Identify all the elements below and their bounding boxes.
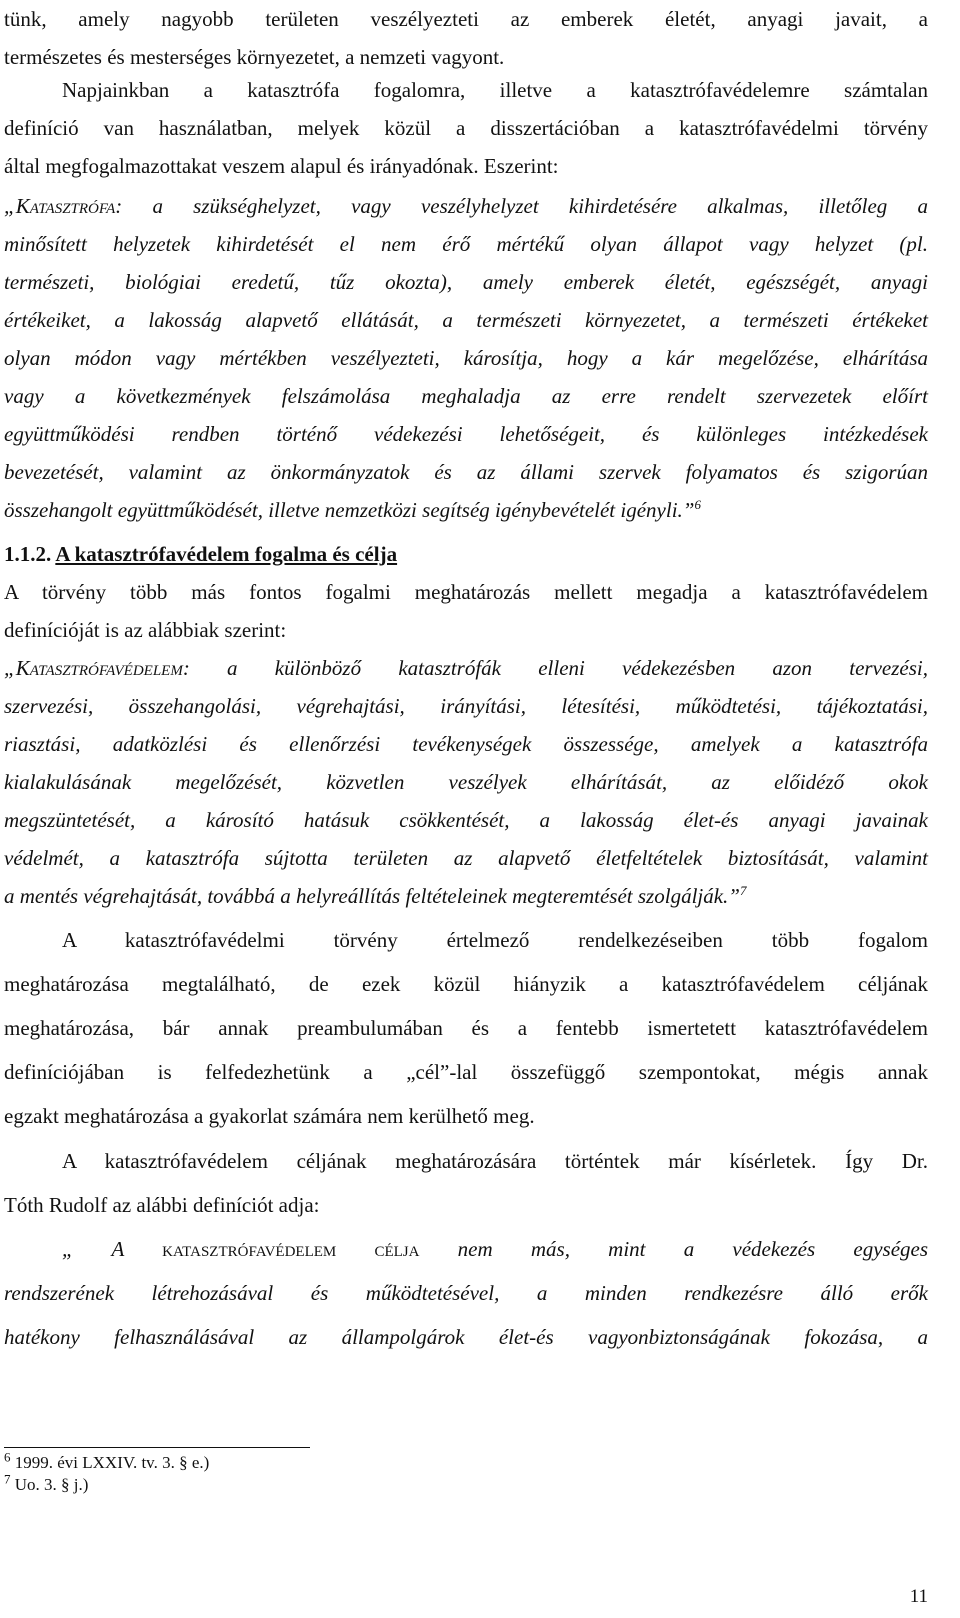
footnote-text: 1999. évi LXXIV. tv. 3. § e.): [10, 1453, 210, 1472]
quote-line: bevezetését, valamint az önkormányzatok és az állami szervek folyamatos és szigorúan: [4, 460, 928, 484]
text-line: által megfogalmazottakat veszem alapul és irányadónak. Eszerint:: [4, 154, 559, 178]
defined-term: Katasztrófa: [15, 194, 116, 218]
quote-line: rendszerének létrehozásával és működtetésével, a minden rendkezésre álló erők: [4, 1281, 928, 1305]
text-line: Tóth Rudolf az alábbi definíciót adja:: [4, 1193, 320, 1217]
quote-line: megszüntetését, a károsító hatásuk csökkentését, a lakosság élet-és anyagi javainak: [4, 808, 928, 832]
quote-katasztrofavedelem: [4, 649, 928, 915]
quote-mark: „ A: [62, 1237, 124, 1261]
page-number: 11: [909, 1586, 928, 1607]
paragraph-purpose: [4, 918, 928, 1138]
text-line: A katasztrófavédelem céljának meghatározására történtek már kísérletek. Így Dr.: [62, 1149, 928, 1173]
section-title: A katasztrófavédelem fogalma és célja: [55, 542, 398, 566]
quote-text: a mentés végrehajtását, továbbá a helyreállítás feltételeinek megteremtését szolgálják.”: [4, 884, 740, 908]
text-line: tünk, amely nagyobb területen veszélyezteti az emberek életét, anyagi javait, a: [4, 7, 928, 31]
text-line: A katasztrófavédelmi törvény értelmező rendelkezéseiben több fogalom: [62, 928, 928, 952]
text-line: meghatározása, bár annak preambulumában és a fentebb ismertetett katasztrófavédelem: [4, 1016, 928, 1040]
quote-first-line: [4, 649, 928, 687]
defined-term: Katasztrófavédelem: [15, 656, 183, 680]
footnote-ref: 7: [739, 883, 747, 898]
text-line: definíció van használatban, melyek közül a disszertációban a katasztrófavédelmi törvény: [4, 116, 928, 140]
text-line: A törvény több más fontos fogalmi meghatározás mellett megadja a katasztrófavédelem: [4, 580, 928, 604]
defined-term: katasztrófavédelem célja: [162, 1237, 420, 1261]
text-line: Napjainkban a katasztrófa fogalomra, illetve a katasztrófavédelemre számtalan: [62, 78, 928, 102]
quote-line: vagy a következmények felszámolása meghaladja az erre rendelt szervezetek előírt: [4, 384, 928, 408]
footnote-number: 6: [4, 1449, 11, 1465]
quote-toth-rudolf: [4, 1227, 928, 1359]
quote-line: szervezési, összehangolási, végrehajtási, irányítási, létesítési, működtetési, tájékoztatási,: [4, 694, 928, 718]
text-line: természetes és mesterséges környezetet, a nemzeti vagyont.: [4, 45, 505, 69]
text-line: meghatározása megtalálható, de ezek közül hiányzik a katasztrófavédelem céljának: [4, 972, 928, 996]
footnote-text: Uo. 3. § j.): [10, 1475, 89, 1494]
section-number: 1.1.2.: [4, 542, 52, 566]
quote-text: nem más, mint a védekezés egységes: [419, 1237, 929, 1261]
quote-line: természeti, biológiai eredetű, tűz okozta), amely emberek életét, egészségét, anyagi: [4, 270, 928, 294]
quote-line: minősített helyzetek kihirdetését el nem érő mértékű olyan állapot vagy helyzet (pl.: [4, 232, 928, 256]
quote-last-line: [4, 491, 928, 529]
quote-line: hatékony felhasználásával az állampolgárok élet-és vagyonbiztonságának fokozása, a: [4, 1325, 928, 1349]
quote-first-line: [4, 187, 928, 225]
quote-text: összehangolt együttműködését, illetve nemzetközi segítség igénybevételét igényli.”: [4, 498, 695, 522]
paragraph-intro-end: [4, 0, 928, 76]
paragraph-definitions: [4, 71, 928, 185]
quote-line: olyan módon vagy mértékben veszélyezteti, károsítja, hogy a kár megelőzése, elhárítása: [4, 346, 928, 370]
quote-text: : a különböző katasztrófák elleni védekezésben azon tervezési,: [182, 656, 928, 680]
quote-last-line: [4, 877, 928, 915]
footnote-6: [4, 1449, 604, 1474]
paragraph-attempts: [4, 1139, 928, 1227]
quote-line: kialakulásának megelőzését, közvetlen veszélyek elhárítását, az előidéző okok: [4, 770, 928, 794]
quote-line: védelmét, a katasztrófa sújtotta területen az alapvető életfeltételek biztosítását, valamint: [4, 846, 928, 870]
quote-line: értékeiket, a lakosság alapvető ellátását, a természeti környezetet, a természeti értékeket: [4, 308, 928, 332]
section-heading: [4, 535, 928, 573]
footnote-separator: [4, 1447, 310, 1448]
quote-text: : a szükséghelyzet, vagy veszélyhelyzet kihirdetésére alkalmas, illetőleg a: [115, 194, 928, 218]
quote-line: riasztási, adatközlési és ellenőrzési tevékenységek összessége, amelyek a katasztrófa: [4, 732, 928, 756]
footnote-number: 7: [4, 1471, 11, 1487]
footnote-ref: 6: [694, 497, 701, 512]
quote-katasztrofa: [4, 187, 928, 529]
quote-mark: „: [4, 194, 16, 218]
text-line: definícióját is az alábbiak szerint:: [4, 618, 287, 642]
quote-mark: „: [4, 656, 16, 680]
text-line: egzakt meghatározása a gyakorlat számára nem kerülhető meg.: [4, 1104, 535, 1128]
quote-first-line: [4, 1227, 928, 1271]
text-line: definíciójában is felfedezhetünk a „cél”-lal összefüggő szempontokat, mégis annak: [4, 1060, 928, 1084]
quote-line: együttműködési rendben történő védekezési lehetőségeit, és különleges intézkedések: [4, 422, 928, 446]
paragraph-law: [4, 573, 928, 649]
footnote-7: [4, 1471, 604, 1496]
